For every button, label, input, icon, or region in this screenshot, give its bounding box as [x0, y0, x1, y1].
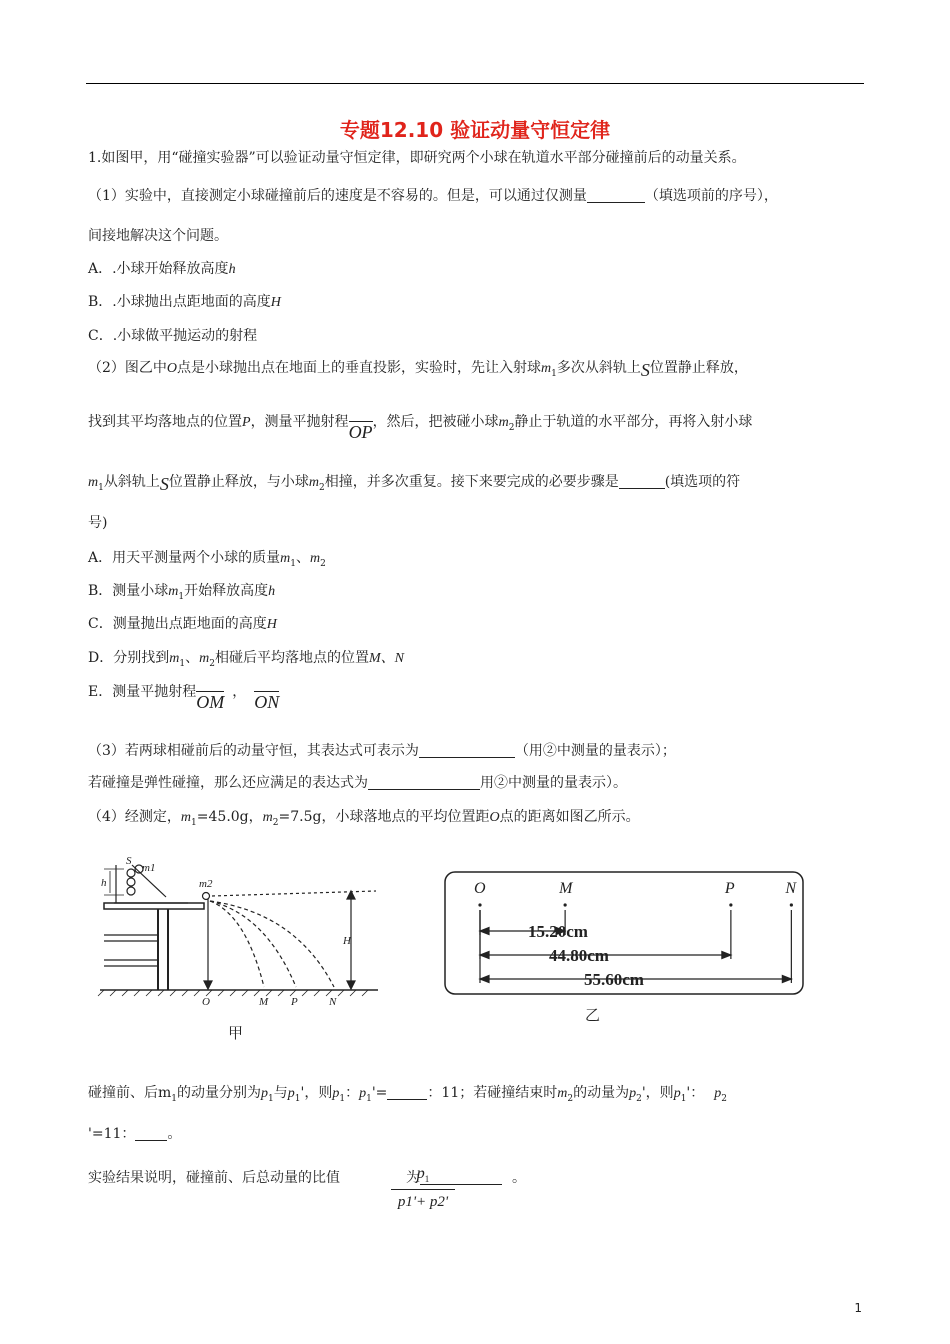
point-label-O: O: [474, 880, 486, 897]
distance-label-2: 44.80cm: [549, 946, 609, 965]
option-1a: A．.小球开始释放高度h: [88, 261, 236, 277]
point-label-M: M: [559, 880, 573, 897]
fig-jia-label-S: S: [126, 855, 132, 867]
option-2a: A．用天平测量两个小球的质量$m_1$、$m_2$: [88, 550, 326, 569]
fig-jia-label-m2: m2: [199, 878, 213, 890]
fig-jia-label-h: h: [101, 877, 107, 889]
header-rule: [86, 83, 864, 84]
on-overline: ON: [254, 692, 280, 712]
option-1c: C．.小球做平抛运动的射程: [88, 328, 258, 344]
figure-jia: [96, 855, 386, 1008]
page-number: 1: [854, 1301, 862, 1315]
fig-jia-label-P: P: [291, 996, 298, 1008]
part2-line-3: $m_1$从斜轨上S位置静止释放，与小球$m_2$相撞，并多次重复。接下来要完成的必要步骤是 (填选项的符: [88, 474, 741, 494]
part3-line-1: （3）若两球相碰前后的动量守恒，其表达式可表示为 （用②中测量的量表示）；: [88, 743, 676, 759]
part2-line-2: 找到其平均落地点的位置P，测量平抛射程OP，然后，把被碰小球$m_2$静止于轨道的水平部分，再将入射小球: [88, 414, 753, 442]
option-1b: B．.小球抛出点距地面的高度H: [88, 294, 281, 310]
fig-jia-label-O: O: [202, 996, 210, 1008]
part4-line: （4）经测定，$m_1=45.0g$，$m_2=7.5g$，小球落地点的平均位置距O点的距离如图乙所示。: [88, 809, 640, 828]
fig-jia-label-M: M: [259, 996, 269, 1008]
point-dot-N: [790, 903, 793, 906]
point-label-P: P: [724, 880, 735, 897]
om-overline: OM: [196, 692, 225, 712]
answer-blank-1[interactable]: [587, 188, 645, 203]
option-2b: B．测量小球$m_1$开始释放高度h: [88, 583, 276, 602]
option-2c: C．测量抛出点距地面的高度H: [88, 616, 277, 632]
fig-jia-label-N: N: [329, 996, 337, 1008]
part3-line-2: 若碰撞是弹性碰撞，那么还应满足的表达式为 用②中测量的量表示）。: [88, 775, 627, 791]
figure-yi: [444, 870, 806, 998]
dim-arrow-left-1: [480, 928, 489, 935]
dim-arrow-left-2: [480, 952, 489, 959]
answer-blank-2[interactable]: [619, 474, 665, 489]
part1-line-2: 间接地解决这个问题。: [88, 228, 228, 244]
fig-jia-label-m1: m1: [142, 862, 156, 874]
answer-blank-6[interactable]: [135, 1126, 167, 1141]
page-title: 专题12.10 验证动量守恒定律: [339, 118, 611, 142]
result-line-2: '=11： 。: [88, 1126, 182, 1142]
op-overline: OP: [348, 422, 373, 442]
distance-label-1: 15.20cm: [528, 922, 588, 941]
dim-arrow-right-2: [722, 952, 731, 959]
fig-jia-label-H: H: [343, 935, 351, 947]
point-dot-P: [729, 903, 732, 906]
figure-yi-caption: 乙: [585, 1006, 601, 1024]
part2-line-4: 号): [88, 515, 108, 531]
result-line-1: 碰撞前、后$m_1$的动量分别为$p_1$与$p_1'$，则$p_1$：$p_1'=$ ：11；若碰撞结束时$m_2$的动量为$p_2'$，则$p_1'$： $p_2$: [88, 1085, 728, 1104]
ratio-fraction: $\frac{p_1}{p1'+ p2'}$: [391, 1164, 455, 1214]
point-dot-M: [564, 903, 567, 906]
point-label-N: N: [785, 880, 797, 897]
point-dot-O: [478, 903, 481, 906]
question-stem: 1.如图甲，用“碰撞实验器”可以验证动量守恒定律，即研究两个小球在轨道水平部分碰撞前后的动量关系。: [88, 150, 746, 166]
option-2e: E．测量平抛射程OM ， ON: [88, 684, 280, 712]
figure-jia-caption: 甲: [228, 1024, 244, 1042]
dim-arrow-left-3: [480, 976, 489, 983]
answer-blank-4[interactable]: [368, 775, 480, 790]
part1-line: （1）实验中，直接测定小球碰撞前后的速度是不容易的。但是，可以通过仅测量 （填选项前的序号），: [88, 188, 778, 204]
part2-line-1: （2）图乙中O点是小球抛出点在地面上的垂直投影，实验时，先让入射球$m_1$多次从斜轨上S位置静止释放，: [88, 360, 748, 380]
option-2d: D．分别找到$m_1$、$m_2$相碰后平均落地点的位置M、N: [88, 650, 404, 669]
answer-blank-3[interactable]: [419, 743, 515, 758]
answer-blank-5[interactable]: [387, 1085, 427, 1100]
distance-label-3: 55.60cm: [584, 970, 644, 989]
dim-arrow-right-3: [782, 976, 791, 983]
result-line-3: 实验结果说明，碰撞前、后总动量的比值 为 。: [88, 1170, 526, 1186]
